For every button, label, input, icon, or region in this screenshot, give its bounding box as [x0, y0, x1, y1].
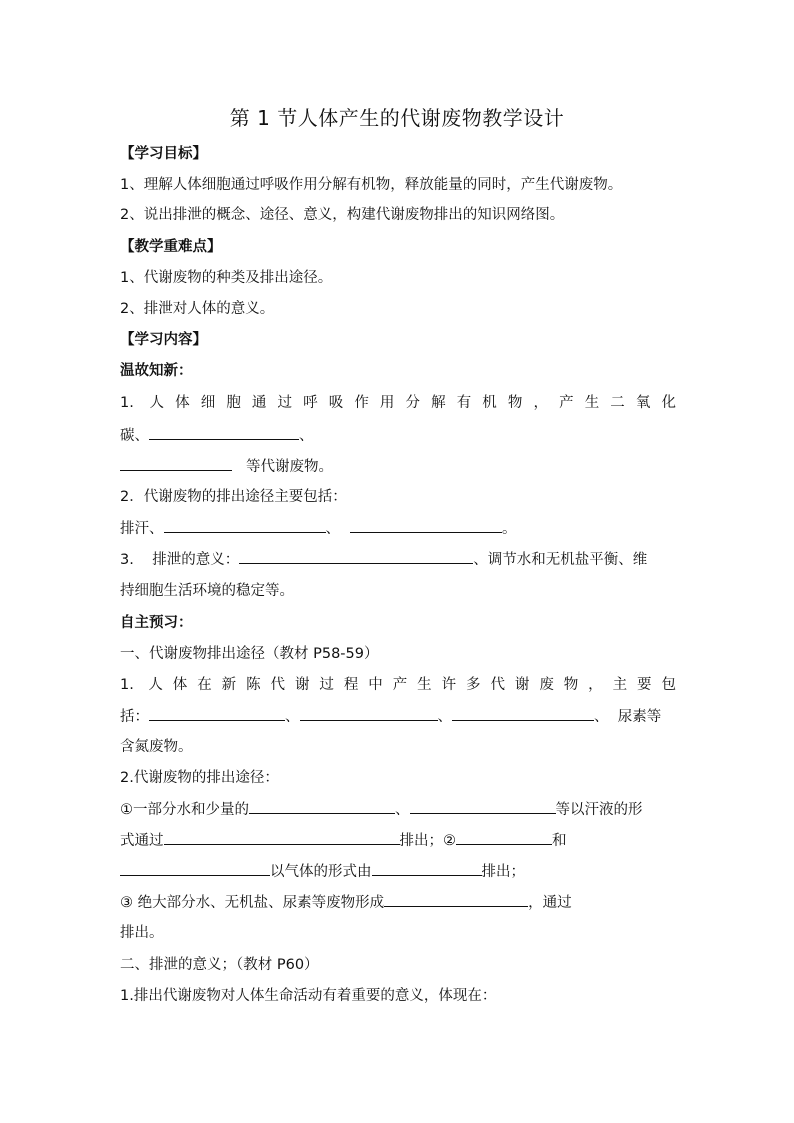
- fill-blank: [164, 517, 326, 533]
- text-segment: 、: [437, 709, 452, 725]
- fill-blank: [372, 860, 482, 876]
- text-segment: 、 尿素等: [594, 709, 662, 725]
- preview-item-2-line5: 排出。: [120, 925, 164, 941]
- preview-item-2-line2: [120, 829, 676, 852]
- fill-blank: [452, 705, 594, 721]
- text-segment: 、: [395, 802, 410, 818]
- preview-item-2-heading: 2.代谢废物的排出途径：: [120, 770, 279, 786]
- text-segment: ①一部分水和少量的: [120, 802, 249, 818]
- key-point-2: 2、排泄对人体的意义。: [120, 301, 275, 317]
- fill-blank: [456, 829, 552, 845]
- preview-item-1-line1: 1. 人体在新陈代谢过程中产生许多代谢废物，主要包: [120, 677, 676, 693]
- text-segment: 排汗、: [120, 521, 164, 537]
- review-item-3-line1: [120, 548, 676, 571]
- text-segment: 式通过: [120, 833, 164, 849]
- text-segment: 排出；②: [399, 833, 456, 849]
- fill-blank: [164, 829, 400, 845]
- text-segment: 括：: [120, 709, 149, 725]
- fill-blank: [410, 798, 556, 814]
- fill-blank: [239, 548, 473, 564]
- key-point-1: 1、代谢废物的种类及排出途径。: [120, 270, 333, 286]
- preview-item-2-line3: [120, 860, 676, 883]
- preview-item-1-line3: 含氮废物。: [120, 739, 193, 755]
- text-segment: 碳、: [120, 428, 149, 444]
- preview-item-1-line2: [120, 705, 676, 728]
- heading-goals: 【学习目标】: [120, 146, 207, 162]
- review-item-2-line2: [120, 517, 676, 540]
- preview-item-2-line4: [120, 891, 676, 914]
- review-item-1-line3: [120, 455, 676, 478]
- text-segment: 、: [285, 709, 300, 725]
- review-item-1-line2: [120, 424, 676, 447]
- text-segment: 。: [502, 521, 517, 537]
- text-segment: 、: [325, 521, 340, 537]
- preview-heading: 自主预习：: [120, 615, 193, 631]
- review-item-2-line1: 2．代谢废物的排出途径主要包括：: [120, 489, 347, 505]
- heading-key-points: 【教学重难点】: [120, 239, 222, 255]
- section-2-item-1: 1.排出代谢废物对人体生命活动有着重要的意义，体现在：: [120, 988, 497, 1004]
- fill-blank: [149, 705, 285, 721]
- text-segment: ③ 绝大部分水、无机盐、尿素等废物形成: [120, 895, 385, 911]
- fill-blank: [300, 705, 438, 721]
- text-segment: 等代谢废物。: [246, 459, 333, 475]
- page-title: 第 1 节人体产生的代谢废物教学设计: [229, 106, 565, 130]
- fill-blank: [120, 455, 232, 471]
- goal-1: 1、理解人体细胞通过呼吸作用分解有机物，释放能量的同时，产生代谢废物。: [120, 177, 623, 193]
- fill-blank: [120, 860, 270, 876]
- fill-blank: [384, 891, 528, 907]
- fill-blank: [149, 424, 299, 440]
- fill-blank: [249, 798, 395, 814]
- text-segment: 等以汗液的形: [555, 802, 643, 818]
- section-1-heading: 一、代谢废物排出途径（教材 P58-59）: [120, 646, 379, 662]
- section-2-heading: 二、排泄的意义；（教材 P60）: [120, 957, 319, 973]
- text-segment: ，通过: [528, 895, 572, 911]
- fill-blank: [350, 517, 502, 533]
- goal-2: 2、说出排泄的概念、途径、意义，构建代谢废物排出的知识网络图。: [120, 207, 565, 223]
- text-segment: 以气体的形式由: [270, 864, 372, 880]
- text-segment: 排出；: [481, 864, 525, 880]
- heading-content: 【学习内容】: [120, 332, 207, 348]
- review-item-1-line1: 1. 人体细胞通过呼吸作用分解有机物，产生二氧化: [120, 395, 676, 411]
- text-segment: 、: [299, 428, 314, 444]
- text-segment: 、调节水和无机盐平衡、维: [473, 552, 648, 568]
- preview-item-2-line1: [120, 798, 676, 821]
- review-heading: 温故知新：: [120, 363, 193, 379]
- text-segment: 和: [552, 833, 567, 849]
- text-segment: 3. 排泄的意义：: [120, 552, 240, 568]
- review-item-3-line2: 持细胞生活环境的稳定等。: [120, 583, 294, 599]
